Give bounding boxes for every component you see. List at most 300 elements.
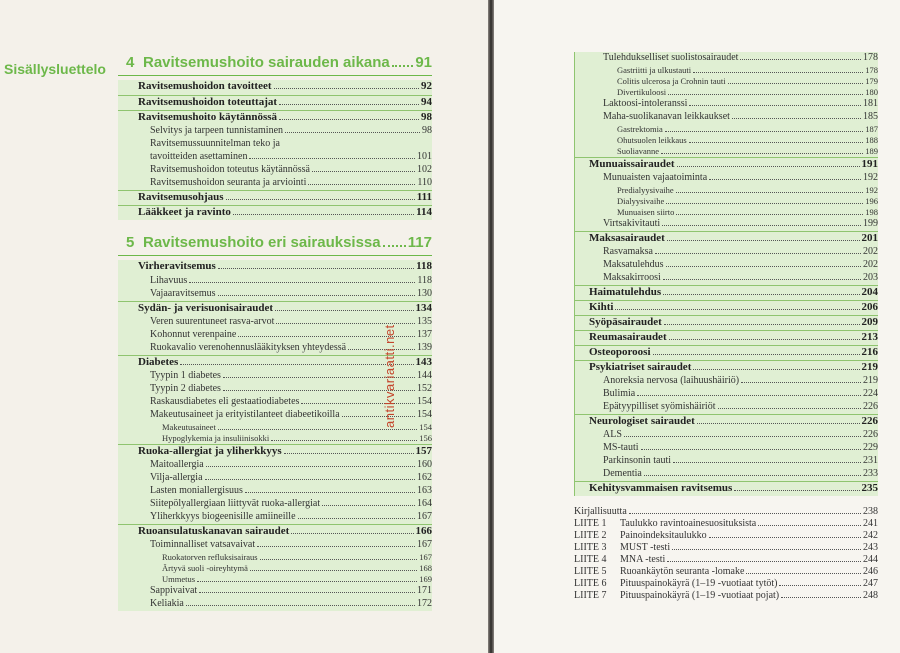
leader-dots	[663, 279, 861, 280]
entry-page: 110	[417, 177, 432, 188]
appendix-code: LIITE 2	[574, 530, 607, 541]
entry-title: Vilja-allergia	[150, 472, 203, 483]
toc-entry	[118, 459, 432, 472]
toc-entry	[118, 95, 432, 110]
entry-title: Ravitsemusohjaus	[138, 191, 224, 203]
leader-dots	[728, 83, 864, 84]
entry-page: 226	[863, 429, 878, 440]
entry-page: 202	[863, 259, 878, 270]
entry-page: 167	[419, 552, 432, 562]
entry-title: Syöpäsairaudet	[589, 316, 662, 328]
leader-dots	[233, 214, 414, 215]
entry-page: 172	[417, 598, 432, 609]
entry-title: Ruokatorven refluksisairaus	[162, 552, 258, 562]
toc-entry	[118, 110, 432, 125]
leader-dots	[676, 192, 864, 193]
entry-title: Munuaisen siirto	[617, 207, 675, 217]
entry-title: Tyypin 1 diabetes	[150, 370, 221, 381]
entry-title: Keliakia	[150, 598, 184, 609]
entry-title: Bulimia	[603, 388, 636, 399]
entry-page: 219	[861, 361, 878, 373]
toc-entry	[118, 511, 432, 524]
entry-title: Suoliavanne	[617, 146, 660, 156]
leader-dots	[666, 203, 863, 204]
entry-title: Ruoansulatuskanavan sairaudet	[138, 525, 290, 537]
entry-title: Makeutusaineet ja erityistilanteet diabeetikoilla	[150, 409, 340, 420]
appendix-entry	[574, 578, 878, 590]
appendix-code: LIITE 1	[574, 518, 607, 529]
leader-dots	[667, 561, 861, 562]
appendix-page: 242	[863, 530, 878, 541]
leader-dots	[641, 449, 861, 450]
entry-title: Ravitsemushoidon tavoitteet	[138, 80, 272, 92]
appendix-page: 248	[863, 590, 878, 601]
entry-page: 219	[863, 375, 878, 386]
entry-title: Laktoosi-intoleranssi	[603, 98, 688, 109]
leader-dots	[284, 453, 414, 454]
entry-page: 114	[416, 206, 432, 218]
entry-page: 224	[863, 388, 878, 399]
leader-dots	[206, 466, 415, 467]
entry-title: Virtsakivitauti	[603, 218, 661, 229]
entry-page: 130	[417, 288, 432, 299]
toc-entry	[118, 485, 432, 498]
appendix-title: MNA -testi	[620, 554, 666, 565]
appendix-entry	[574, 542, 878, 554]
chapter-page: 117	[407, 234, 432, 251]
entry-page: 102	[417, 164, 432, 175]
entry-title: Kohonnut verenpaine	[150, 329, 237, 340]
toc-entry	[575, 360, 878, 375]
entry-title: Anoreksia nervosa (laihuushäiriö)	[603, 375, 740, 386]
appendix-entry	[574, 566, 878, 578]
entry-title: Gastriitti ja ulkustauti	[617, 65, 692, 75]
entry-page: 137	[417, 329, 432, 340]
entry-title: Ravitsemushoidon seuranta ja arviointi	[150, 177, 307, 188]
entry-page: 206	[861, 301, 878, 313]
entry-page: 192	[865, 185, 878, 195]
entry-page: 202	[863, 246, 878, 257]
toc-entry	[575, 300, 878, 315]
entry-page: 154	[417, 396, 432, 407]
entry-page: 167	[417, 539, 432, 550]
appendix-code: LIITE 6	[574, 578, 607, 589]
toc-entry	[575, 218, 878, 231]
entry-page: 181	[863, 98, 878, 109]
leader-dots	[291, 533, 413, 534]
entry-title: Maksakirroosi	[603, 272, 661, 283]
entry-title: Ravitsemushoito käytännössä	[138, 111, 278, 123]
leader-dots	[250, 570, 417, 571]
entry-page: 94	[421, 96, 432, 108]
entry-page: 98	[422, 125, 432, 136]
entry-page: 162	[417, 472, 432, 483]
entry-page: 92	[421, 80, 432, 92]
leader-dots	[322, 505, 415, 506]
leader-dots	[274, 88, 419, 89]
entry-title: Osteoporoosi	[589, 346, 651, 358]
leader-dots	[186, 605, 415, 606]
entry-title: Ravitsemushoidon toteuttajat	[138, 96, 278, 108]
leader-dots	[693, 72, 863, 73]
leader-dots	[664, 324, 860, 325]
appendix-code: LIITE 7	[574, 590, 607, 601]
entry-page: 139	[417, 342, 432, 353]
entry-title: Makeutusaineet	[162, 422, 216, 432]
watermark-stamp: antikvariaatti.net	[382, 324, 397, 428]
entry-page: 209	[861, 316, 878, 328]
entry-page: 169	[419, 574, 432, 584]
leader-dots	[298, 518, 415, 519]
toc-entry	[575, 146, 878, 157]
leader-dots	[218, 429, 417, 430]
entry-title: Munuaisten vajaatoiminta	[603, 172, 708, 183]
entry-page: 231	[863, 455, 878, 466]
leader-dots	[697, 423, 860, 424]
appendix-entry	[574, 506, 878, 518]
leader-dots	[637, 395, 861, 396]
toc-entry	[575, 442, 878, 455]
toc-entry	[118, 190, 432, 205]
appendix-page: 243	[863, 542, 878, 553]
leader-dots	[709, 537, 861, 538]
leader-dots	[746, 573, 861, 574]
entry-page: 199	[863, 218, 878, 229]
entry-title: Parkinsonin tauti	[603, 455, 672, 466]
toc-entry	[118, 524, 432, 539]
entry-title: Diabetes	[138, 356, 179, 368]
entry-title: Lasten moniallergisuus	[150, 485, 243, 496]
entry-page: 201	[861, 232, 878, 244]
entry-page: 196	[865, 196, 878, 206]
leader-dots	[392, 65, 414, 67]
entry-page: 156	[419, 433, 432, 443]
toc-side-title: Sisällysluettelo	[4, 61, 106, 77]
entry-page: 160	[417, 459, 432, 470]
leader-dots	[665, 131, 863, 132]
entry-title: MS-tauti	[603, 442, 639, 453]
toc-entry	[118, 552, 432, 563]
entry-title: Yliherkkyys biogeenisille amiineille	[150, 511, 296, 522]
toc-entry	[118, 151, 432, 164]
toc-entry	[575, 111, 878, 124]
leader-dots	[271, 440, 417, 441]
entry-page: 154	[417, 409, 432, 420]
toc-entry	[575, 429, 878, 442]
leader-dots	[279, 104, 419, 105]
entry-title: Vajaaravitsemus	[150, 288, 216, 299]
entry-title: Maksasairaudet	[589, 232, 665, 244]
entry-page: 229	[863, 442, 878, 453]
toc-entry	[575, 124, 878, 135]
leader-dots	[673, 462, 861, 463]
entry-title: Ruokavalio verenohennuslääkityksen yhteydessä	[150, 342, 347, 353]
leader-dots	[740, 59, 861, 60]
entry-page: 166	[415, 525, 432, 537]
leader-dots	[629, 513, 861, 514]
toc-entry	[575, 330, 878, 345]
chapter-title: Ravitsemushoito eri sairauksissa	[143, 234, 381, 251]
entry-title: Ravitsemussuunnitelman teko ja	[150, 138, 280, 149]
entry-title: Maksatulehdus	[603, 259, 664, 270]
entry-title: Kehitysvammaisen ravitsemus	[589, 482, 733, 494]
toc-entry	[575, 272, 878, 285]
leader-dots	[308, 184, 415, 185]
leader-dots	[249, 158, 415, 159]
entry-title: Ruoka-allergiat ja yliherkkyys	[138, 445, 282, 457]
appendix-list	[574, 506, 878, 602]
leader-dots	[662, 225, 861, 226]
appendix-title: MUST -testi	[620, 542, 671, 553]
leader-dots	[689, 142, 864, 143]
entry-title: Neurologiset sairaudet	[589, 415, 695, 427]
chapter-page: 91	[415, 54, 432, 71]
entry-page: 101	[417, 151, 432, 162]
toc-entry	[118, 598, 432, 611]
leader-dots	[624, 436, 861, 437]
entry-title: Munuaissairaudet	[589, 158, 675, 170]
toc-entry	[575, 76, 878, 87]
entry-page: 163	[417, 485, 432, 496]
entry-title: Maha-suolikanavan leikkaukset	[603, 111, 730, 122]
toc-entry	[575, 455, 878, 468]
toc-entry	[118, 444, 432, 459]
entry-page: 185	[863, 111, 878, 122]
appendix-code: LIITE 4	[574, 554, 607, 565]
entry-title: Dementia	[603, 468, 642, 479]
toc-entry	[575, 135, 878, 146]
entry-page: 233	[863, 468, 878, 479]
entry-title: Rasvamaksa	[603, 246, 653, 257]
appendix-title: Pituuspainokäyrä (1–19 -vuotiaat tytöt)	[620, 578, 778, 589]
entry-title: Veren suurentuneet rasva-arvot	[150, 316, 275, 327]
entry-title: Divertikuloosi	[617, 87, 667, 97]
entry-title: Lääkkeet ja ravinto	[138, 206, 231, 218]
leader-dots	[279, 119, 419, 120]
leader-dots	[245, 492, 415, 493]
entry-page: 226	[861, 415, 878, 427]
entry-page: 216	[861, 346, 878, 358]
leader-dots	[285, 132, 420, 133]
entry-page: 98	[421, 111, 432, 123]
entry-title: Dialyysivaihe	[617, 196, 665, 206]
entry-title: Gastrektomia	[617, 124, 663, 134]
toc-entry	[118, 177, 432, 190]
leader-dots	[653, 354, 860, 355]
appendix-page: 238	[863, 506, 878, 517]
entry-title: Sappivaivat	[150, 585, 198, 596]
toc-entry	[575, 285, 878, 300]
entry-page: 203	[863, 272, 878, 283]
entry-title: Ummetus	[162, 574, 196, 584]
entry-page: 213	[861, 331, 878, 343]
appendix-entry	[574, 590, 878, 602]
leader-dots	[779, 585, 861, 586]
entry-page: 226	[863, 401, 878, 412]
toc-entry	[575, 157, 878, 172]
entry-title: tavoitteiden asettaminen	[150, 151, 248, 162]
toc-entry	[575, 468, 878, 481]
leader-dots	[741, 382, 861, 383]
entry-title: Raskausdiabetes eli gestaatiodiabetes	[150, 396, 300, 407]
toc-entry	[575, 401, 878, 414]
entry-page: 154	[419, 422, 432, 432]
leader-dots	[672, 549, 861, 550]
entry-page: 187	[865, 124, 878, 134]
toc-entry	[575, 246, 878, 259]
leader-dots	[226, 199, 415, 200]
entry-title: Kihti	[589, 301, 614, 313]
toc-entry	[575, 414, 878, 429]
leader-dots	[257, 546, 415, 547]
toc-entry	[118, 205, 432, 220]
leader-dots	[260, 559, 418, 560]
entry-page: 171	[417, 585, 432, 596]
appendix-title: Taulukko ravintoainesuosituksista	[620, 518, 757, 529]
leader-dots	[689, 105, 861, 106]
entry-page: 157	[415, 445, 432, 457]
toc-entry	[118, 563, 432, 574]
entry-title: Psykiatriset sairaudet	[589, 361, 692, 373]
appendix-code: LIITE 3	[574, 542, 607, 553]
entry-page: 164	[417, 498, 432, 509]
toc-entry	[575, 375, 878, 388]
entry-title: Virheravitsemus	[138, 260, 216, 272]
leader-dots	[718, 408, 862, 409]
toc-entry	[575, 172, 878, 185]
entry-title: Toiminnalliset vatsavaivat	[150, 539, 256, 550]
toc-entry	[118, 498, 432, 511]
entry-page: 118	[417, 275, 432, 286]
toc-entry	[575, 315, 878, 330]
entry-title: Epätyypilliset syömishäiriöt	[603, 401, 716, 412]
entry-title: Siitepölyallergiaan liittyvät ruoka-allergiat	[150, 498, 321, 509]
leader-dots	[734, 490, 859, 491]
appendix-page: 246	[863, 566, 878, 577]
toc-entry	[118, 574, 432, 585]
toc-entry	[118, 80, 432, 95]
leader-dots	[669, 339, 860, 340]
toc-entry	[575, 98, 878, 111]
chapter-4-entries	[118, 80, 432, 220]
chapter-5-continued-entries	[574, 52, 878, 496]
entry-title: Selvitys ja tarpeen tunnistaminen	[150, 125, 284, 136]
toc-entry	[575, 185, 878, 196]
entry-page: 178	[863, 52, 878, 63]
entry-page: 189	[865, 146, 878, 156]
entry-page: 143	[415, 356, 432, 368]
toc-entry	[118, 472, 432, 485]
entry-title: Tyypin 2 diabetes	[150, 383, 221, 394]
entry-title: Sydän- ja verisuonisairaudet	[138, 302, 274, 314]
leader-dots	[655, 253, 861, 254]
entry-title: Ärtyvä suoli -oireyhtymä	[162, 563, 248, 573]
entry-page: 180	[865, 87, 878, 97]
leader-dots	[668, 94, 863, 95]
entry-page: 192	[863, 172, 878, 183]
toc-entry	[575, 231, 878, 246]
entry-page: 235	[861, 482, 878, 494]
entry-title: Ravitsemushoidon toteutus käytännössä	[150, 164, 310, 175]
chapter-number: 5	[126, 234, 135, 251]
leader-dots	[180, 364, 413, 365]
entry-title: Predialyysivaihe	[617, 185, 674, 195]
toc-right-column	[574, 52, 878, 602]
leader-dots	[676, 214, 863, 215]
toc-entry	[575, 65, 878, 76]
entry-page: 111	[416, 191, 432, 203]
leader-dots	[781, 597, 861, 598]
entry-title: Colitis ulcerosa ja Crohnin tauti	[617, 76, 726, 86]
toc-entry	[575, 52, 878, 65]
entry-title: Haimatulehdus	[589, 286, 662, 298]
leader-dots	[732, 118, 861, 119]
entry-title: Maitoallergia	[150, 459, 204, 470]
entry-page: 179	[865, 76, 878, 86]
entry-page: 167	[417, 511, 432, 522]
appendix-code: LIITE 5	[574, 566, 607, 577]
entry-page: 168	[419, 563, 432, 573]
entry-page: 204	[861, 286, 878, 298]
leader-dots	[666, 266, 861, 267]
appendix-title: Ruoankäytön seuranta -lomake	[620, 566, 745, 577]
entry-title: Ohutsuolen leikkaus	[617, 135, 687, 145]
toc-entry	[575, 481, 878, 496]
leader-dots	[199, 592, 415, 593]
appendix-title: Painoindeksitaulukko	[620, 530, 707, 541]
entry-page: 188	[865, 135, 878, 145]
entry-title: Lihavuus	[150, 275, 188, 286]
toc-entry	[118, 138, 432, 151]
appendix-entry	[574, 518, 878, 530]
toc-entry	[118, 585, 432, 598]
toc-entry	[575, 388, 878, 401]
leader-dots	[667, 240, 860, 241]
toc-entry	[575, 259, 878, 272]
leader-dots	[615, 309, 859, 310]
chapter-4-heading	[118, 54, 432, 76]
entry-page: 135	[417, 316, 432, 327]
leader-dots	[661, 153, 863, 154]
chapter-number: 4	[126, 54, 135, 71]
appendix-page: 244	[863, 554, 878, 565]
right-page	[494, 0, 900, 653]
leader-dots	[197, 581, 417, 582]
entry-title: ALS	[603, 429, 622, 440]
leader-dots	[677, 166, 860, 167]
entry-page: 134	[415, 302, 432, 314]
toc-entry	[575, 196, 878, 207]
leader-dots	[663, 294, 859, 295]
toc-entry	[575, 345, 878, 360]
chapter-title: Ravitsemushoito sairauden aikana	[143, 54, 390, 71]
entry-page: 191	[861, 158, 878, 170]
entry-title: Tulehdukselliset suolistosairaudet	[603, 52, 739, 63]
appendix-code: Kirjallisuutta	[574, 506, 627, 517]
leader-dots	[693, 369, 859, 370]
entry-page: 144	[417, 370, 432, 381]
entry-page: 198	[865, 207, 878, 217]
toc-entry	[575, 87, 878, 98]
toc-entry	[118, 125, 432, 138]
appendix-entry	[574, 554, 878, 566]
entry-title: Hypoglykemia ja insuliinisokki	[162, 433, 270, 443]
entry-page: 152	[417, 383, 432, 394]
leader-dots	[758, 525, 861, 526]
appendix-entry	[574, 530, 878, 542]
entry-title: Reumasairaudet	[589, 331, 667, 343]
leader-dots	[709, 179, 861, 180]
